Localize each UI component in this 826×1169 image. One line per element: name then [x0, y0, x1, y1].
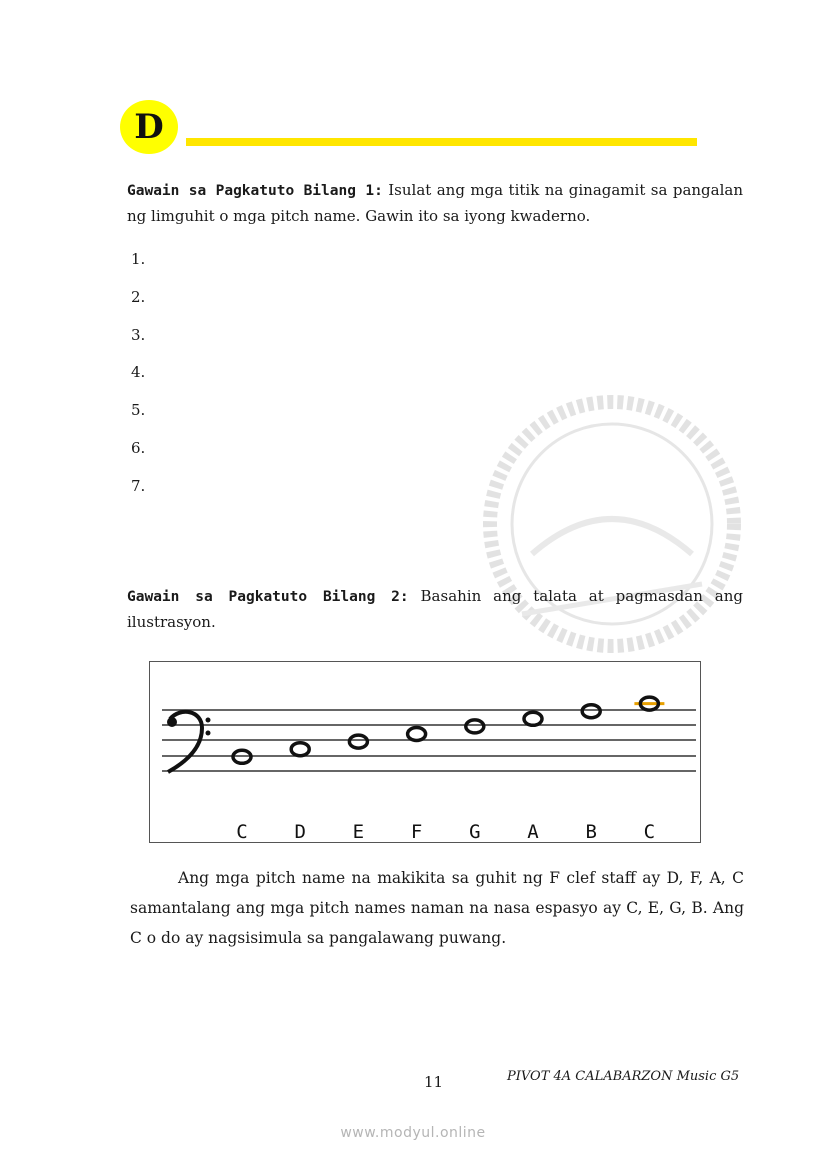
whole-note — [408, 728, 426, 741]
note-label: B — [585, 821, 597, 843]
list-item: 2. — [131, 287, 146, 306]
note — [466, 720, 484, 733]
whole-note — [291, 743, 309, 756]
activity2-instruction: Basahin ang talata at pagmasdan ang ilustrasyon. — [127, 587, 743, 631]
note-label: D — [294, 821, 306, 843]
activity1-instruction: Isulat ang mga titik na ginagamit sa pangalan ng limguhit o mga pitch name. Gawin ito sa iyong kwaderno. — [127, 181, 743, 225]
labels-group — [236, 821, 655, 843]
note-label: G — [469, 821, 481, 843]
whole-note — [582, 705, 600, 718]
activity2-paragraph — [127, 584, 743, 635]
note — [408, 728, 426, 741]
bass-clef-icon — [167, 712, 211, 772]
list-item: 3. — [131, 325, 146, 344]
site-watermark: www.modyul.online — [340, 1125, 486, 1141]
page-number: 11 — [424, 1073, 444, 1091]
note — [233, 750, 251, 763]
footer-credit: PIVOT 4A CALABARZON Music G5 — [507, 1069, 740, 1084]
activity1-paragraph — [127, 178, 743, 229]
note — [634, 697, 664, 710]
whole-note — [349, 735, 367, 748]
list-item: 1. — [131, 250, 146, 268]
bass-clef-staff — [150, 662, 702, 844]
section-divider — [186, 138, 697, 146]
notes-group — [233, 697, 664, 763]
note-label: A — [527, 821, 539, 843]
activity1-title: Gawain sa Pagkatuto Bilang 1: — [127, 183, 383, 199]
list-item: 6. — [131, 438, 146, 457]
note-label: C — [236, 821, 248, 843]
section-letter: D — [134, 107, 164, 147]
activity2-title: Gawain sa Pagkatuto Bilang 2: — [127, 589, 409, 605]
whole-note — [466, 720, 484, 733]
note — [349, 735, 367, 748]
note-label: E — [352, 821, 365, 843]
list-item: 7. — [131, 476, 146, 495]
list-item: 4. — [131, 363, 146, 382]
whole-note — [524, 712, 542, 725]
answer-list — [131, 248, 145, 513]
note-label: C — [643, 821, 656, 843]
note-label: F — [410, 821, 423, 843]
note — [291, 743, 309, 756]
staff-illustration — [149, 661, 701, 843]
explanation-paragraph: Ang mga pitch name na makikita sa guhit ng F clef staff ay D, F, A, C samantalang ang mga pitch names naman na nasa espasyo ay C, E, G, B. Ang C o do ay nagsisimula sa pangalawang puwang. — [130, 869, 744, 947]
section-badge — [120, 100, 178, 154]
note — [524, 712, 542, 725]
whole-note — [233, 750, 251, 763]
list-item: 5. — [131, 401, 146, 420]
note — [582, 705, 600, 718]
